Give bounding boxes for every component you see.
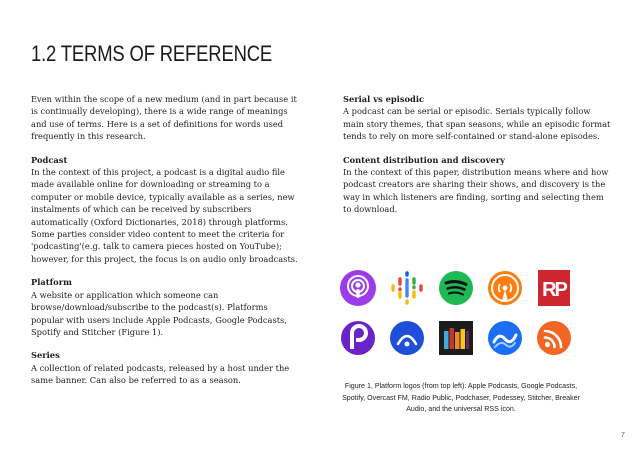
- svg-text:RP: RP: [542, 279, 566, 301]
- right-column: [343, 93, 611, 227]
- term-definition: A podcast can be serial or episodic. Serials typically follow main story themes, that span seasons, while an episodic format tends to rely on more self-contained or stand-alone episodes.: [343, 106, 611, 142]
- term-heading: Platform: [31, 277, 72, 288]
- platform-logos-figure: [340, 270, 580, 356]
- breaker-audio-icon: [487, 320, 523, 356]
- rss-icon: [536, 320, 572, 356]
- term-definition: In the context of this project, a podcast is a digital audio file made available online for downloading or streaming to a computer or mobile device, typically available as a series, new instalments of which can be received by subscribers automatically (Oxford Dictionaries, 2018) through platforms. Some parties consider video content to meet the criteria for 'podcasting'(e.g. talk to camera pieces hosted on YouTube); however, for this project, the focus is on audio only broadcasts.: [31, 167, 298, 264]
- term-definition: A collection of related podcasts, released by a host under the same banner. Can also be referred to as a season.: [31, 362, 290, 386]
- radio-public-icon: [536, 270, 572, 306]
- term-definition: A website or application which someone can browse/download/subscribe to the podcast(s). Platforms popular with users include Apple Podcasts, Google Podcasts, Spotify and Stitcher (Figure 1).: [31, 289, 287, 337]
- page-number: 7: [621, 432, 625, 439]
- term-definition: In the context of this paper, distribution means where and how podcast creators are sharing their shows, and discovery is the way in which listeners are finding, sorting and selecting them to download.: [343, 167, 609, 215]
- google-podcasts-icon: [389, 270, 425, 306]
- spotify-icon: [438, 270, 474, 306]
- overcast-icon: [487, 270, 523, 306]
- podessey-icon: [389, 320, 425, 356]
- term-heading: Serial vs episodic: [343, 94, 425, 104]
- term-heading: Series: [31, 350, 60, 361]
- definition-series: [31, 349, 299, 386]
- definition-podcast: [31, 154, 299, 266]
- left-column: [31, 93, 299, 398]
- stitcher-icon: [438, 320, 474, 356]
- term-heading: Content distribution and discovery: [343, 154, 505, 165]
- term-heading: Podcast: [31, 154, 68, 165]
- podchaser-icon: [340, 320, 376, 356]
- figure-caption: Figure 1, Platform logos (from top left): Apple Podcasts, Google Podcasts, Spotify, Overcast FM, Radio Public, Podchaser, Podessey, Stitcher, Breaker Audio, and the universal RSS icon.: [342, 382, 580, 413]
- intro-paragraph: Even within the scope of a new medium (and in part because it is continually developing), there is a wide range of meanings and use of terms. Here is a set of definitions for words used frequently in this research.: [31, 94, 297, 142]
- apple-podcasts-icon: [340, 270, 376, 306]
- definition-serial-vs-episodic: [343, 93, 611, 143]
- definition-content-distribution: [343, 154, 611, 216]
- page-title: 1.2 TERMS OF REFERENCE: [31, 41, 273, 66]
- definition-platform: [31, 276, 299, 338]
